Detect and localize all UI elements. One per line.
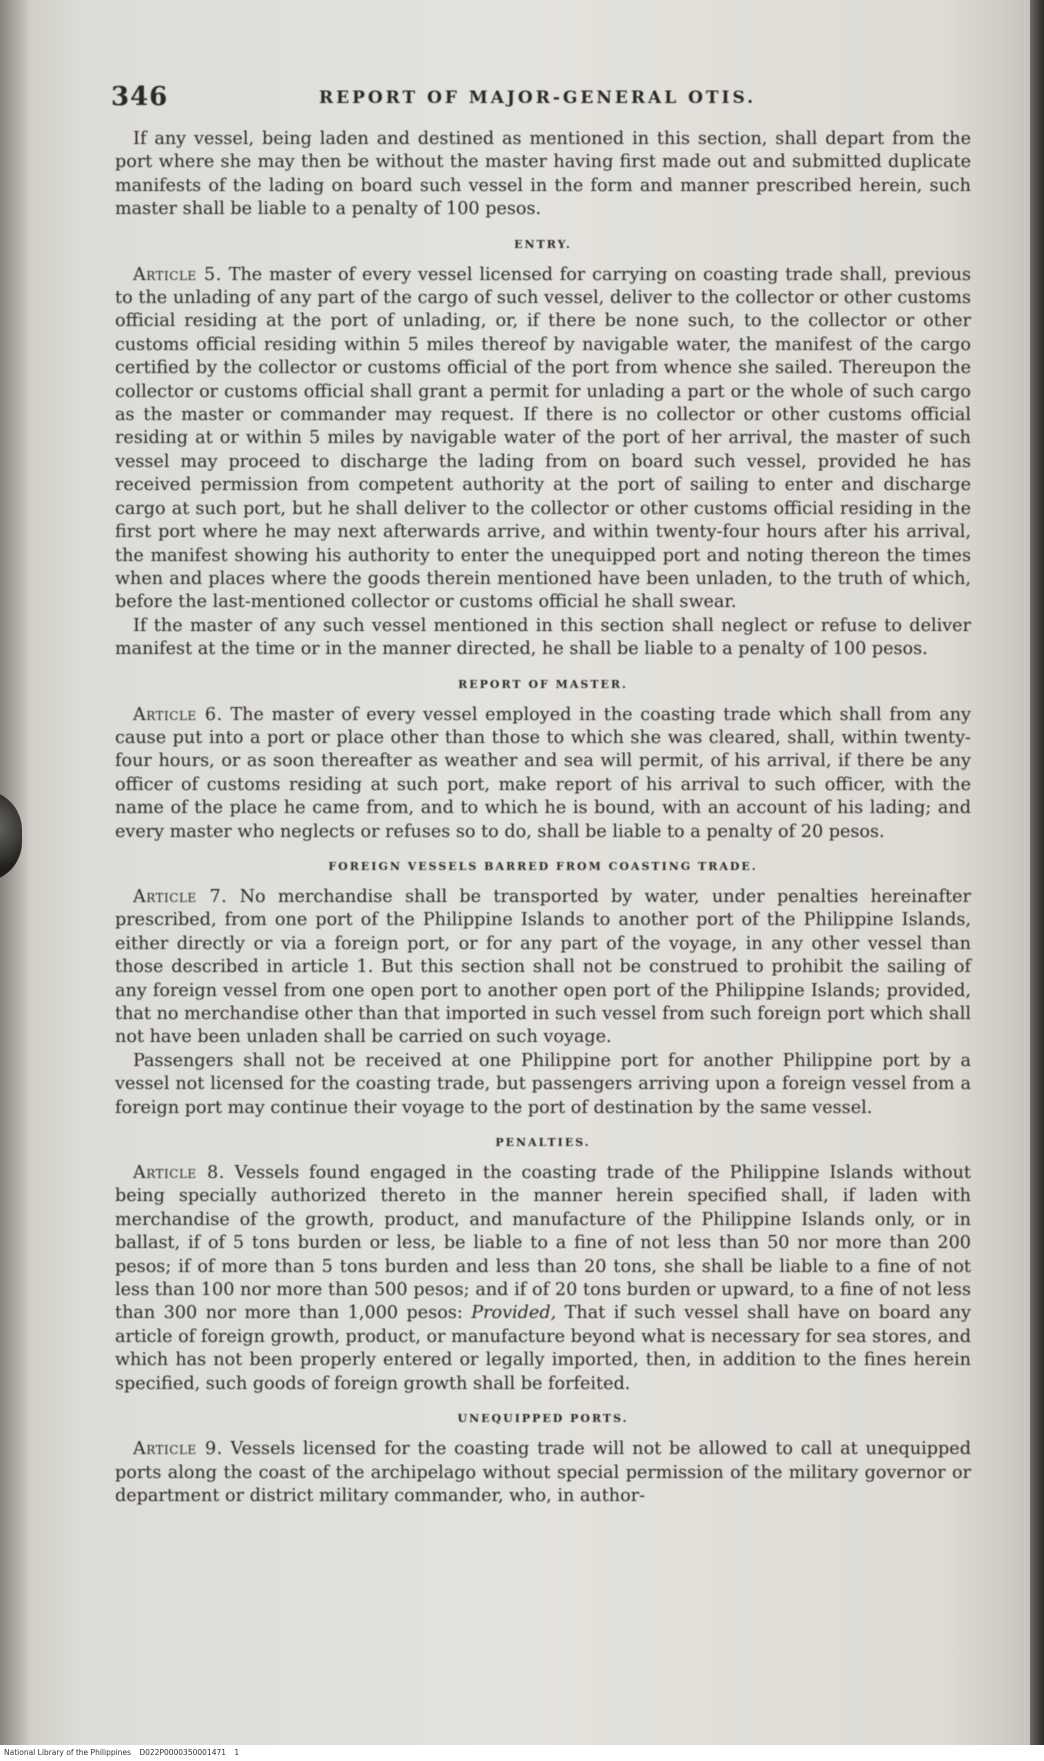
footer-text [4, 1748, 245, 1757]
article-9-text: Vessels licensed for the coasting trade will not be allowed to call at unequipped ports along the coast of the archipelago without special permission of the military governor or department or district military commander, who, in author- [115, 1439, 971, 1506]
article-5-text: The master of every vessel licensed for carrying on coasting trade shall, previous to the unlading of any part of the cargo of such vessel, deliver to the collector or other customs official residing at the port of unlading, or, if there be none such, to the collector or other customs official residing within 5 miles thereof by navigable water, the manifest of the cargo certified by the collector or customs official of the port from whence she sailed. Thereupon the collector or customs official shall grant a permit for unlading a part or the whole of such cargo as the master or commander may request. If there is no collector or other customs official residing at or within 5 miles by navigable water of the port of her arrival, the master of such vessel may proceed to discharge the lading from on board such vessel, provided he has received permission from competent authority at the port of sailing to enter and discharge cargo at such port, but he shall deliver to the collector or other customs official residing in the first port where he may next afterwards arrive, and within twenty-four hours after his arrival, the manifest showing his authority to enter the unequipped port and noting thereon the times when and places where the goods therein mentioned have been unladen, to the truth of which, before the last-mentioned collector or customs official he shall swear. [115, 264, 971, 613]
page-content [111, 82, 971, 1508]
footer-code: D022P0000350001471 [139, 1748, 227, 1757]
paragraph-article-5 [115, 264, 971, 615]
article-8-provided: Provided, [471, 1303, 557, 1324]
paragraph-article-8 [115, 1162, 971, 1396]
article-8-text-2: That if such vessel shall have on board any article of foreign growth, product, or manufacture beyond what is necessary for sea stores, and which has not been properly entered or legally imported, then, in addition to the fines herein specified, such goods of foreign growth shall be forfeited. [115, 1303, 971, 1394]
article-6-label: Article 6. [133, 704, 223, 725]
paragraph-article-7-passengers: Passengers shall not be received at one Philippine port for another Philippine port by a vessel not licensed for the coasting trade, but passengers arriving upon a foreign vessel from a foreign port may continue their voyage to the port of destination by the same vessel. [115, 1050, 971, 1118]
heading-unequipped-ports: UNEQUIPPED PORTS. [457, 1412, 629, 1426]
heading-report-of-master: REPORT OF MASTER. [458, 677, 628, 691]
footer-library: National Library of the Philippines [4, 1748, 131, 1757]
article-8-label: Article 8. [133, 1163, 225, 1184]
running-title: REPORT OF MAJOR-GENERAL OTIS. [319, 88, 757, 108]
running-head [111, 82, 971, 116]
article-8-text-1: Vessels found engaged in the coasting trade of the Philippine Islands without being specially authorized thereto in the manner herein specified shall, if laden with merchandise of the growth, product, and manufacture of the Philippine Islands only, or in ballast, if of 5 tons burden or less, be liable to a fine of not less than 50 nor more than 200 pesos; if of more than 5 tons burden and less than 20 tons, she shall be liable to a fine of not less than 100 nor more than 500 pesos; and if of 20 tons burden or upward, to a fine of not less than 300 nor more than 1,000 pesos: [115, 1163, 971, 1324]
article-9-label: Article 9. [133, 1439, 223, 1460]
paragraph-article-6 [115, 704, 971, 844]
article-7-text: No merchandise shall be transported by water, under penalties hereinafter prescribed, from one port of the Philippine Islands to another port of the Philippine Islands, either directly or via a foreign port, or for any part of the voyage, in any other vessel than those described in article 1. But this section shall not be construed to prohibit the sailing of any foreign vessel from one open port to another open port of the Philippine Islands; provided, that no merchandise other than that imported in such vessel from such foreign port which shall not have been unladen shall be carried on such voyage. [115, 886, 971, 1048]
heading-penalties: PENALTIES. [495, 1136, 591, 1150]
page-number: 346 [111, 82, 169, 112]
paragraph-article-7 [115, 886, 971, 1050]
paragraph-intro: If any vessel, being laden and destined as mentioned in this section, shall depart from the port where she may then be without the master having first made out and submitted duplicate manifests of the lading on board such vessel in the form and manner prescribed herein, such master shall be liable to a penalty of 100 pesos. [115, 129, 971, 220]
scan-footer [0, 1745, 1044, 1761]
article-6-text: The master of every vessel employed in the coasting trade which shall from any cause put into a port or place other than those to which she was cleared, shall, within twenty-four hours, or as soon thereafter as weather and sea will permit, of his arrival, if there be any officer of customs residing at such port, make report of his arrival to such officer, with the name of the place he came from, and to which he is bound, with an account of his lading; and every master who neglects or refuses so to do, shall be liable to a penalty of 20 pesos. [115, 704, 971, 842]
heading-entry: ENTRY. [514, 237, 572, 251]
paragraph-article-5-penalty: If the master of any such vessel mentioned in this section shall neglect or refuse to deliver manifest at the time or in the manner directed, he shall be liable to a penalty of 100 pesos. [115, 615, 971, 660]
article-7-label: Article 7. [133, 886, 228, 907]
article-5-label: Article 5. [133, 264, 222, 285]
footer-page: 1 [234, 1748, 240, 1757]
page-edge-shadow [1030, 0, 1044, 1761]
heading-foreign-vessels: FOREIGN VESSELS BARRED FROM COASTING TRADE. [328, 859, 758, 873]
paragraph-article-9 [115, 1438, 971, 1508]
